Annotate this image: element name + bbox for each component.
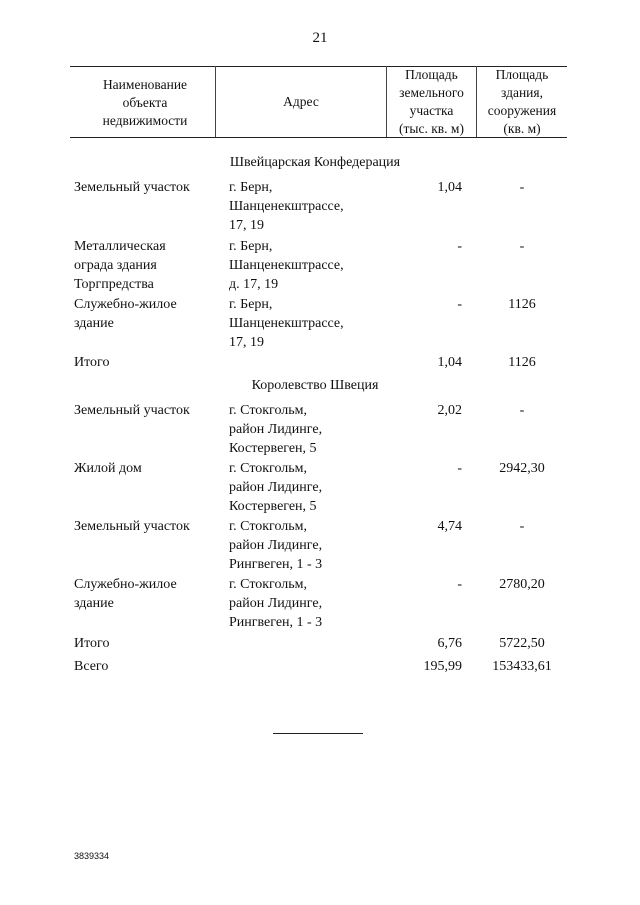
cell-line: район Лидинге, (229, 538, 323, 553)
cell-line: Шанценекштрассе, (229, 316, 344, 331)
cell-name (74, 517, 224, 536)
cell-building-area: 153433,61 (492, 659, 552, 674)
header-building-line: (кв. м) (503, 121, 541, 136)
cell-land-area: 195,99 (423, 659, 462, 674)
cell-building-area: 2780,20 (499, 577, 545, 592)
cell-land-area: 2,02 (437, 403, 462, 418)
cell-line: г. Берн, (229, 297, 273, 312)
cell-line: Земельный участок (74, 180, 190, 195)
cell-address (229, 295, 399, 352)
header-land-line: участка (409, 103, 454, 118)
cell-line: Металлическая (74, 239, 166, 254)
cell-building-area: - (519, 519, 525, 534)
header-address (216, 93, 386, 111)
document-code: 3839334 (74, 851, 110, 861)
header-building-line: Площадь (495, 67, 549, 82)
header-name-line: недвижимости (102, 113, 188, 128)
cell-line: ограда здания (74, 258, 157, 273)
header-land-area (387, 66, 476, 138)
cell-name (74, 237, 224, 294)
cell-name (74, 353, 224, 372)
cell-land-area: - (457, 461, 462, 476)
country-heading: Швейцарская Конфедерация (229, 155, 401, 170)
cell-line: Всего (74, 659, 109, 674)
cell-name (74, 575, 224, 613)
cell-building-area: 5722,50 (499, 636, 545, 651)
cell-line: Земельный участок (74, 519, 190, 534)
cell-line: Костервеген, 5 (229, 499, 317, 514)
cell-building-area: 1126 (508, 297, 536, 312)
cell-line: 17, 19 (229, 218, 264, 233)
cell-line: район Лидинге, (229, 422, 323, 437)
cell-line: д. 17, 19 (229, 277, 279, 292)
cell-line: Земельный участок (74, 403, 190, 418)
cell-land-area: 6,76 (437, 636, 462, 651)
cell-line: г. Стокгольм, (229, 519, 307, 534)
cell-address (229, 459, 399, 516)
cell-line: Жилой дом (74, 461, 142, 476)
cell-address (229, 237, 399, 294)
cell-name (74, 459, 224, 478)
cell-building-area: - (519, 403, 525, 418)
cell-line: Итого (74, 636, 110, 651)
cell-line: Рингвеген, 1 - 3 (229, 615, 323, 630)
country-heading: Королевство Швеция (251, 378, 379, 393)
end-of-table-rule (273, 733, 363, 734)
header-land-line: земельного (399, 85, 464, 100)
cell-line: район Лидинге, (229, 480, 323, 495)
cell-address (229, 178, 399, 235)
cell-line: Шанценекштрассе, (229, 258, 344, 273)
header-name (75, 76, 215, 130)
cell-line: г. Стокгольм, (229, 577, 307, 592)
cell-line: район Лидинге, (229, 596, 323, 611)
cell-address (229, 401, 399, 458)
header-name-line: Наименование (102, 77, 188, 92)
cell-line: г. Стокгольм, (229, 403, 307, 418)
cell-line: г. Стокгольм, (229, 461, 307, 476)
cell-land-area: - (457, 577, 462, 592)
cell-line: Служебно-жилое (74, 577, 177, 592)
cell-line: Торгпредства (74, 277, 154, 292)
header-building-area (477, 66, 567, 138)
header-building-line: здания, (501, 85, 543, 100)
cell-land-area: 4,74 (437, 519, 462, 534)
cell-building-area: 2942,30 (499, 461, 545, 476)
cell-line: Костервеген, 5 (229, 441, 317, 456)
cell-line: г. Берн, (229, 239, 273, 254)
cell-building-area: - (519, 180, 525, 195)
cell-line: здание (74, 596, 114, 611)
header-address-line: Адрес (283, 94, 319, 109)
cell-name (74, 634, 224, 653)
header-land-line: Площадь (405, 67, 458, 82)
page-number: 21 (312, 30, 328, 46)
cell-address (229, 575, 399, 632)
cell-name (74, 178, 224, 197)
cell-line: Рингвеген, 1 - 3 (229, 557, 323, 572)
cell-land-area: 1,04 (437, 180, 462, 195)
cell-building-area: 1126 (508, 355, 536, 370)
cell-address (229, 517, 399, 574)
cell-line: Служебно-жилое (74, 297, 177, 312)
cell-line: Шанценекштрассе, (229, 199, 344, 214)
cell-land-area: - (457, 297, 462, 312)
cell-name (74, 295, 224, 333)
cell-line: 17, 19 (229, 335, 264, 350)
cell-building-area: - (519, 239, 525, 254)
header-building-line: сооружения (487, 103, 557, 118)
cell-line: Итого (74, 355, 110, 370)
header-name-line: объекта (122, 95, 168, 110)
header-land-line: (тыс. кв. м) (399, 121, 464, 136)
cell-line: г. Берн, (229, 180, 273, 195)
cell-land-area: - (457, 239, 462, 254)
cell-name (74, 657, 224, 676)
cell-name (74, 401, 224, 420)
cell-land-area: 1,04 (437, 355, 462, 370)
cell-line: здание (74, 316, 114, 331)
